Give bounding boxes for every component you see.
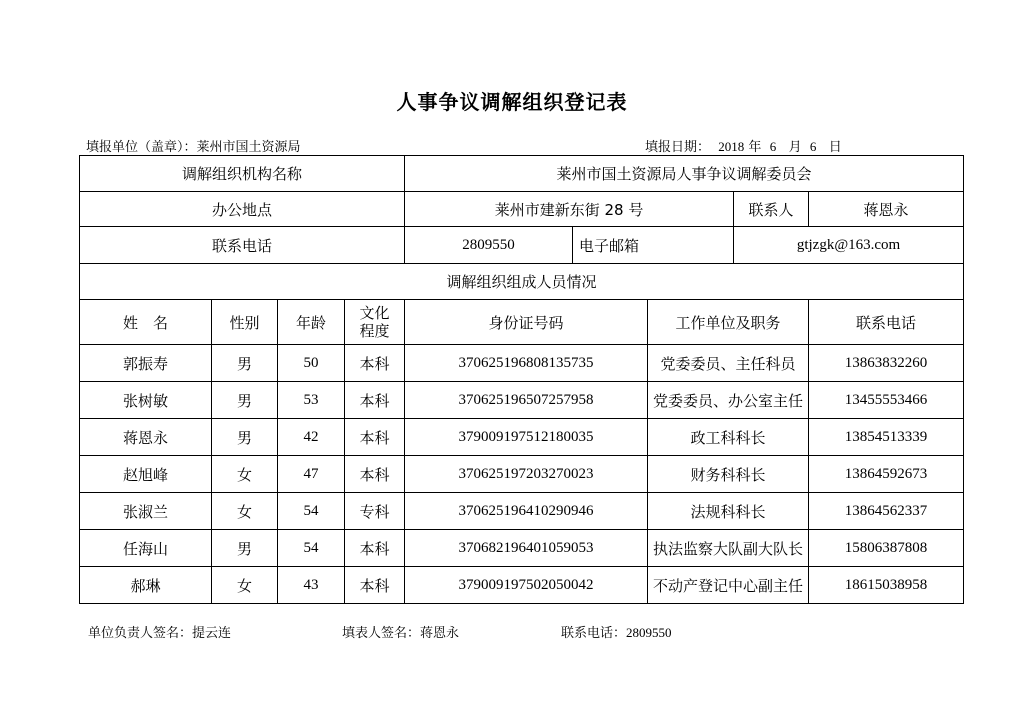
footer-leader xyxy=(88,622,231,641)
member-position: 财务科科长 xyxy=(648,456,809,493)
footer-phone-label: 联系电话： xyxy=(561,626,627,641)
member-position: 党委委员、办公室主任 xyxy=(648,382,809,419)
col-name-header: 姓 名 xyxy=(80,300,212,345)
member-position: 政工科科长 xyxy=(648,419,809,456)
member-name: 任海山 xyxy=(80,530,212,567)
member-id: 379009197512180035 xyxy=(405,419,648,456)
fill-unit-value: 莱州市国土资源局 xyxy=(196,140,301,155)
member-education: 本科 xyxy=(345,382,405,419)
member-id: 379009197502050042 xyxy=(405,567,648,604)
member-age: 43 xyxy=(278,567,345,604)
member-id: 370625196410290946 xyxy=(405,493,648,530)
table-row xyxy=(80,419,964,456)
member-age: 54 xyxy=(278,493,345,530)
table-row xyxy=(80,530,964,567)
fill-date-day: 6 xyxy=(809,139,817,154)
member-name: 张淑兰 xyxy=(80,493,212,530)
col-id-header: 身份证号码 xyxy=(405,300,648,345)
member-age: 50 xyxy=(278,345,345,382)
fill-date-year: 2018 xyxy=(718,139,745,154)
member-age: 42 xyxy=(278,419,345,456)
member-phone: 15806387808 xyxy=(809,530,964,567)
member-age: 54 xyxy=(278,530,345,567)
org-name-value: 莱州市国土资源局人事争议调解委员会 xyxy=(405,156,964,192)
member-phone: 13864562337 xyxy=(809,493,964,530)
member-name: 赵旭峰 xyxy=(80,456,212,493)
member-id: 370682196401059053 xyxy=(405,530,648,567)
contact-person-value: 蒋恩永 xyxy=(809,192,964,227)
member-position: 执法监察大队副大队长 xyxy=(648,530,809,567)
table-row xyxy=(80,382,964,419)
month-char: 月 xyxy=(788,140,802,155)
address-label: 办公地点 xyxy=(80,192,405,227)
member-gender: 男 xyxy=(212,530,278,567)
org-phone-label: 联系电话 xyxy=(80,227,405,264)
registration-table xyxy=(79,155,964,604)
org-phone-value: 2809550 xyxy=(405,227,573,264)
org-name-row xyxy=(80,156,964,192)
member-id: 370625196808135735 xyxy=(405,345,648,382)
member-education: 本科 xyxy=(345,567,405,604)
fill-date-month: 6 xyxy=(769,139,777,154)
member-id: 370625196507257958 xyxy=(405,382,648,419)
member-age: 47 xyxy=(278,456,345,493)
member-phone: 13864592673 xyxy=(809,456,964,493)
member-header-row xyxy=(80,300,964,345)
member-id: 370625197203270023 xyxy=(405,456,648,493)
col-position-header: 工作单位及职务 xyxy=(648,300,809,345)
day-char: 日 xyxy=(828,140,842,155)
member-name: 蒋恩永 xyxy=(80,419,212,456)
footer-filler-value: 蒋恩永 xyxy=(420,626,460,641)
col-phone-header: 联系电话 xyxy=(809,300,964,345)
fill-date xyxy=(645,136,842,155)
page-title: 人事争议调解组织登记表 xyxy=(396,90,628,114)
year-char: 年 xyxy=(748,140,762,155)
org-name-label: 调解组织机构名称 xyxy=(80,156,405,192)
fill-date-label: 填报日期： xyxy=(645,140,711,155)
member-gender: 男 xyxy=(212,382,278,419)
col-age-header: 年龄 xyxy=(278,300,345,345)
footer-filler xyxy=(342,622,459,641)
member-phone: 18615038958 xyxy=(809,567,964,604)
address-value: 莱州市建新东街 28 号 xyxy=(405,192,734,227)
member-gender: 女 xyxy=(212,567,278,604)
table-row xyxy=(80,493,964,530)
member-gender: 女 xyxy=(212,456,278,493)
member-phone: 13854513339 xyxy=(809,419,964,456)
member-gender: 男 xyxy=(212,345,278,382)
col-gender-header: 性别 xyxy=(212,300,278,345)
table-row xyxy=(80,456,964,493)
fill-unit xyxy=(86,136,301,155)
footer-phone-value: 2809550 xyxy=(626,625,672,640)
member-education: 本科 xyxy=(345,345,405,382)
fill-unit-label: 填报单位（盖章）： xyxy=(86,140,197,155)
member-education: 本科 xyxy=(345,456,405,493)
contact-person-label: 联系人 xyxy=(734,192,809,227)
email-value: gtjzgk@163.com xyxy=(734,227,964,264)
footer-leader-value: 提云连 xyxy=(192,626,232,641)
member-gender: 女 xyxy=(212,493,278,530)
section-title: 调解组织组成人员情况 xyxy=(80,264,964,300)
member-gender: 男 xyxy=(212,419,278,456)
col-education-header: 文化程度 xyxy=(345,300,405,345)
table-row xyxy=(80,567,964,604)
member-age: 53 xyxy=(278,382,345,419)
member-phone: 13455553466 xyxy=(809,382,964,419)
table-row xyxy=(80,345,964,382)
member-education: 专科 xyxy=(345,493,405,530)
phone-email-row xyxy=(80,227,964,264)
member-name: 郝琳 xyxy=(80,567,212,604)
email-label: 电子邮箱 xyxy=(573,227,734,264)
member-position: 不动产登记中心副主任 xyxy=(648,567,809,604)
footer-filler-label: 填表人签名： xyxy=(342,626,421,641)
member-education: 本科 xyxy=(345,419,405,456)
member-name: 郭振寿 xyxy=(80,345,212,382)
member-name: 张树敏 xyxy=(80,382,212,419)
member-position: 法规科科长 xyxy=(648,493,809,530)
address-row xyxy=(80,192,964,227)
member-position: 党委委员、主任科员 xyxy=(648,345,809,382)
member-education: 本科 xyxy=(345,530,405,567)
member-phone: 13863832260 xyxy=(809,345,964,382)
footer-leader-label: 单位负责人签名： xyxy=(88,626,193,641)
footer-phone xyxy=(561,622,672,641)
section-row xyxy=(80,264,964,300)
